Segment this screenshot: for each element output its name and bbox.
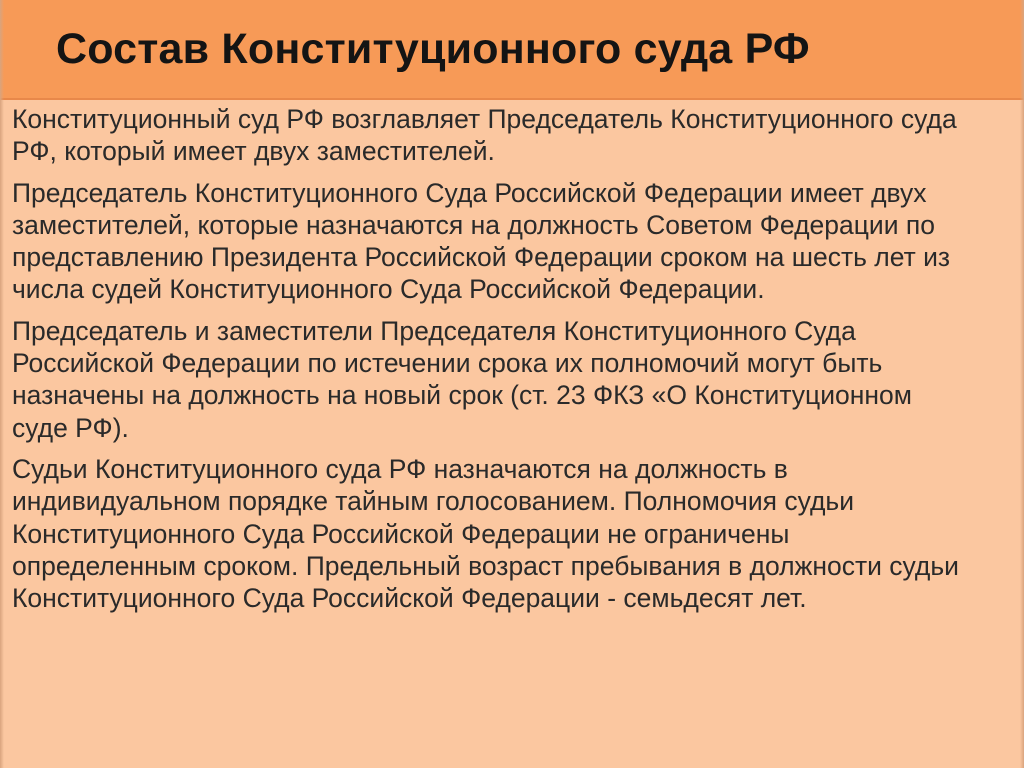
paragraph-chairman: Конституционный суд РФ возглавляет Председатель Конституционного суда РФ, который имеет двух заместителей. [12,104,957,167]
title-bar [0,0,1024,100]
paragraph-judges-appointment: Судьи Конституционного суда РФ назначаются на должность в индивидуальном порядке тайным голосованием. Полномочия судьи Конституционного Суда Российской Федерации не ограничены определенным сроком. Предельный возраст пребывания в должности судьи Конституционного Суда Российской Федерации - семьдесят лет. [12,453,959,614]
slide-title: Состав Конституционного суда РФ [56,24,810,73]
right-edge-shadow [1020,0,1024,768]
paragraph-reappointment: Председатель и заместители Председателя Конституционного Суда Российской Федерации по истечении срока их полномочий могут быть назначены на должность на новый срок (ст. 23 ФКЗ «О Конституционном суде РФ). [12,315,912,443]
left-edge-shadow [0,0,4,768]
paragraph-deputies-appointment: Председатель Конституционного Суда Российской Федерации имеет двух заместителей, которые назначаются на должность Советом Федерации по представлению Президента Российской Федерации сроком на шесть лет из числа судей Конституционного Суда Российской Федерации. [12,177,951,305]
slide-body [0,100,1024,768]
